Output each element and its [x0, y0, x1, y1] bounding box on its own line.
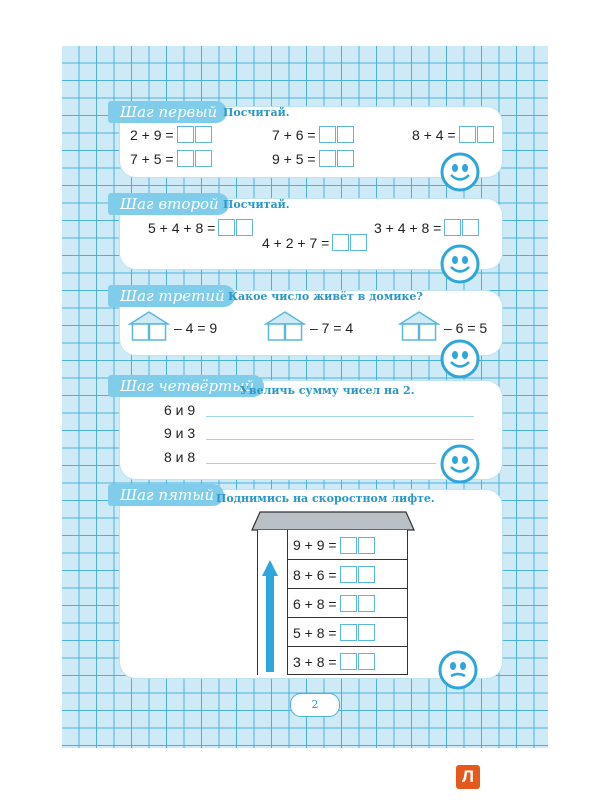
page-number: 2	[290, 693, 340, 717]
floor-row	[287, 588, 408, 618]
step-4-pair-3: 8 и 8	[164, 449, 196, 465]
step-1-equation-1	[130, 126, 212, 143]
step-3-equation-3: – 6 = 5	[444, 320, 488, 336]
answer-boxes[interactable]	[340, 566, 375, 583]
building-roof-icon	[250, 510, 416, 532]
step-1-equation-4	[130, 150, 212, 167]
equation-text: 8 + 4 =	[412, 126, 456, 143]
answer-boxes[interactable]	[444, 219, 479, 236]
answer-boxes[interactable]	[340, 595, 375, 612]
step-3-tag: Шаг третий	[108, 285, 235, 307]
equation-text: 3 + 4 + 8 =	[374, 219, 442, 236]
house-icon	[264, 310, 306, 342]
equation-text: 2 + 9 =	[130, 126, 174, 143]
answer-boxes[interactable]	[340, 537, 375, 554]
answer-boxes[interactable]	[340, 624, 375, 641]
step-2-tag: Шаг второй	[108, 193, 229, 215]
step-2-equation-2	[374, 219, 479, 236]
smiley-icon	[438, 650, 478, 690]
answer-boxes[interactable]	[340, 653, 375, 670]
equation-text: 3 + 8 =	[293, 653, 337, 670]
house-icon	[398, 310, 440, 342]
step-2-equation-1	[148, 219, 253, 236]
step-1-task: Посчитай.	[223, 106, 290, 119]
step-3-equation-2: – 7 = 4	[310, 320, 354, 336]
answer-boxes[interactable]	[177, 126, 212, 143]
answer-line[interactable]	[206, 416, 474, 417]
smiley-icon	[440, 339, 480, 379]
step-1-equation-3	[412, 126, 494, 143]
publisher-logo: Л	[456, 765, 480, 789]
equation-text: 9 + 5 =	[272, 150, 316, 167]
equation-text: 4 + 2 + 7 =	[262, 234, 330, 251]
step-1-equation-2	[272, 126, 354, 143]
step-4-pair-1: 6 и 9	[164, 402, 196, 418]
up-arrow-icon	[262, 560, 278, 672]
floor-row	[287, 646, 408, 676]
equation-text: 6 + 8 =	[293, 595, 337, 612]
floor-row	[287, 559, 408, 589]
answer-line[interactable]	[206, 463, 436, 464]
step-5-tag: Шаг пятый	[108, 484, 224, 506]
floor-row	[287, 617, 408, 647]
floor-row	[287, 530, 408, 560]
smiley-icon	[440, 444, 480, 484]
equation-text: 7 + 5 =	[130, 150, 174, 167]
answer-boxes[interactable]	[332, 234, 367, 251]
step-4-tag: Шаг четвёртый	[108, 375, 264, 397]
smiley-icon	[440, 152, 480, 192]
equation-text: 5 + 8 =	[293, 624, 337, 641]
answer-boxes[interactable]	[459, 126, 494, 143]
step-4-pair-2: 9 и 3	[164, 425, 196, 441]
equation-text: 5 + 4 + 8 =	[148, 219, 216, 236]
answer-boxes[interactable]	[177, 150, 212, 167]
house-icon	[128, 310, 170, 342]
step-1-equation-5	[272, 150, 354, 167]
answer-boxes[interactable]	[218, 219, 253, 236]
step-4-task: Увеличь сумму чисел на 2.	[240, 384, 415, 397]
step-5-task: Поднимись на скоростном лифте.	[216, 492, 435, 505]
answer-boxes[interactable]	[319, 126, 354, 143]
answer-boxes[interactable]	[319, 150, 354, 167]
step-3-equation-1: – 4 = 9	[174, 320, 218, 336]
smiley-icon	[440, 244, 480, 284]
step-3-task: Какое число живёт в домике?	[228, 290, 423, 303]
step-2-equation-3	[262, 234, 367, 251]
equation-text: 7 + 6 =	[272, 126, 316, 143]
step-1-tag: Шаг первый	[108, 101, 227, 123]
step-2-task: Посчитай.	[223, 198, 290, 211]
equation-text: 8 + 6 =	[293, 566, 337, 583]
answer-line[interactable]	[206, 439, 474, 440]
equation-text: 9 + 9 =	[293, 537, 337, 553]
